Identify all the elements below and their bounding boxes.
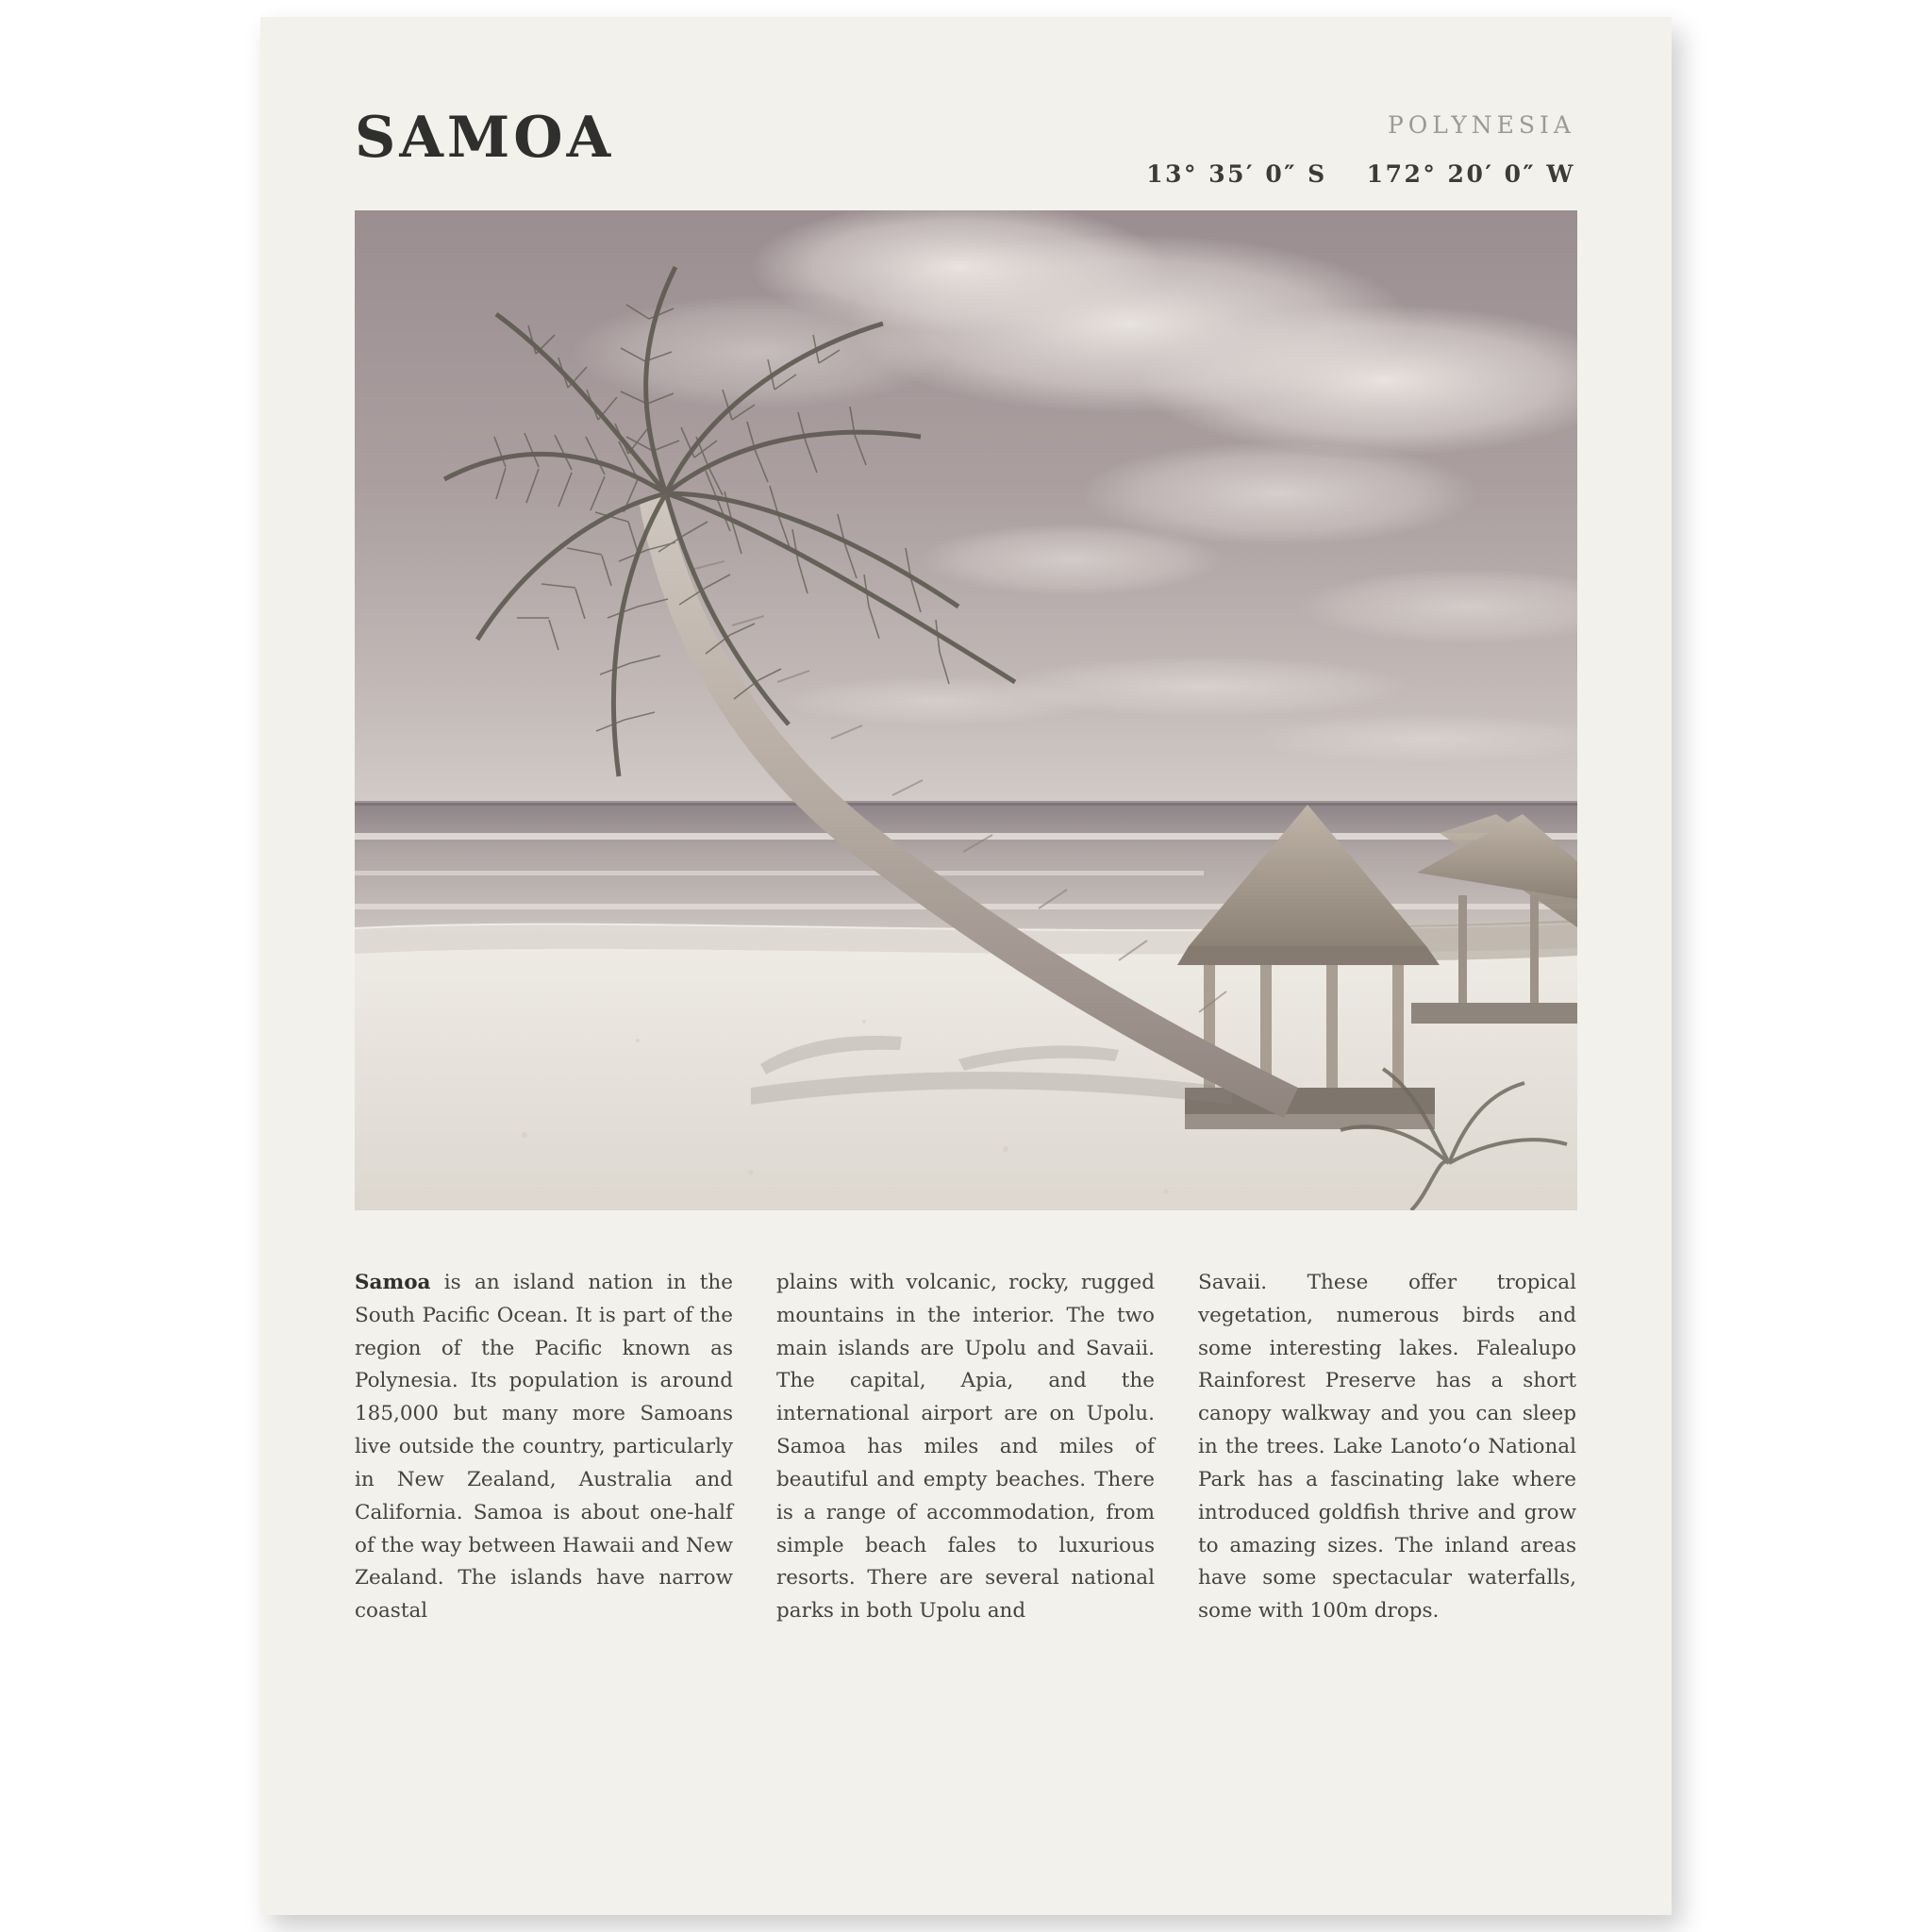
region-label: POLYNESIA <box>1387 111 1575 139</box>
poster <box>260 17 1672 1915</box>
description-column-3 <box>1198 1267 1576 1628</box>
longitude-value: 172° 20′ 0″ W <box>1366 160 1575 188</box>
page-title: SAMOA <box>355 105 615 171</box>
photo-illustration <box>355 210 1577 1210</box>
lead-word: Samoa <box>355 1271 431 1294</box>
column-3-text: Savaii. These offer tropical vegetation, numerous birds and some interesting lakes. Falealupo Rainforest Preserve has a short canopy walkway and you can sleep in the trees. Lake Lanoto‘o National Park has a fascinating lake where introduced goldfish thrive and grow to amazing sizes. The inland areas have some spectacular waterfalls, some with 100m drops. <box>1198 1271 1576 1624</box>
description-column-2 <box>776 1267 1155 1628</box>
description-columns <box>355 1267 1577 1628</box>
column-1-text: is an island nation in the South Pacific Ocean. It is part of the region of the Pacific known as Polynesia. Its population is around 185,000 but many more Samoans live outside the country, particularly in New Zealand, Australia and California. Samoa is about one-half of the way between Hawaii and New Zealand. The islands have narrow coastal <box>355 1271 733 1624</box>
poster-header <box>355 104 1577 198</box>
beach-palm-tree-photo <box>355 210 1577 1210</box>
coordinates <box>1146 162 1575 186</box>
column-2-text: plains with volcanic, rocky, rugged mountains in the interior. The two main islands are Upolu and Savaii. The capital, Apia, and the international airport are on Upolu. Samoa has miles and miles of beautiful and empty beaches. There is a range of accommodation, from simple beach fales to luxurious resorts. There are several national parks in both Upolu and <box>776 1271 1155 1624</box>
poster-content <box>260 17 1672 1915</box>
latitude-value: 13° 35′ 0″ S <box>1146 160 1327 188</box>
description-column-1 <box>355 1267 733 1628</box>
